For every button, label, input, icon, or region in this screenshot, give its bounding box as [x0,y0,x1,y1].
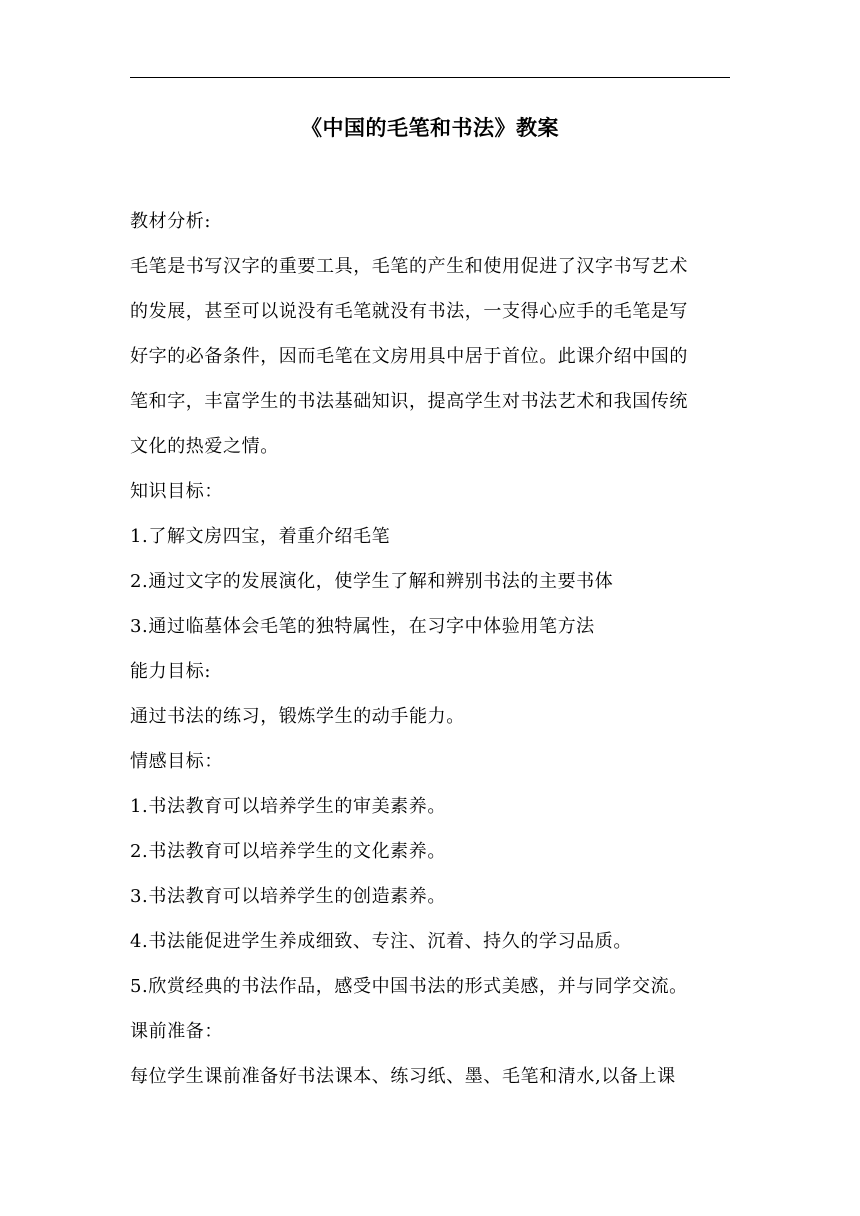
header-rule [130,77,730,78]
list-item: 1.了解文房四宝，着重介绍毛笔 [130,526,391,547]
list-item: 2.书法教育可以培养学生的文化素养。 [130,841,446,862]
list-item: 5.欣赏经典的书法作品，感受中国书法的形式美感，并与同学交流。 [130,976,688,997]
list-item: 3.书法教育可以培养学生的创造素养。 [130,886,446,907]
paragraph-line: 好字的必备条件，因而毛笔在文房用具中居于首位。此课介绍中国的 [130,346,688,367]
section-heading-knowledge-goals: 知识目标： [130,481,223,502]
document-body [130,199,730,1099]
section-heading-preparation: 课前准备： [130,1021,223,1042]
section-heading-ability-goals: 能力目标: [130,661,212,682]
paragraph-line: 笔和字，丰富学生的书法基础知识，提高学生对书法艺术和我国传统 [130,391,688,412]
list-item: 4.书法能促进学生养成细致、专注、沉着、持久的学习品质。 [130,931,632,952]
paragraph-line: 通过书法的练习，锻炼学生的动手能力。 [130,706,465,727]
section-heading-material-analysis: 教材分析: [130,211,212,232]
paragraph-line: 每位学生课前准备好书法课本、练习纸、墨、毛笔和清水,以备上课 [130,1066,676,1087]
list-item: 1.书法教育可以培养学生的审美素养。 [130,796,446,817]
document-title: 《中国的毛笔和书法》教案 [301,115,559,140]
section-heading-emotion-goals: 情感目标： [130,751,223,772]
list-item: 2.通过文字的发展演化，使学生了解和辨别书法的主要书体 [130,571,614,592]
paragraph-line: 文化的热爱之情。 [130,436,279,457]
list-item: 3.通过临墓体会毛笔的独特属性，在习字中体验用笔方法 [130,616,595,637]
paragraph-line: 毛笔是书写汉字的重要工具，毛笔的产生和使用促进了汉字书写艺术 [130,256,688,277]
paragraph-line: 的发展，甚至可以说没有毛笔就没有书法，一支得心应手的毛笔是写 [130,301,688,322]
